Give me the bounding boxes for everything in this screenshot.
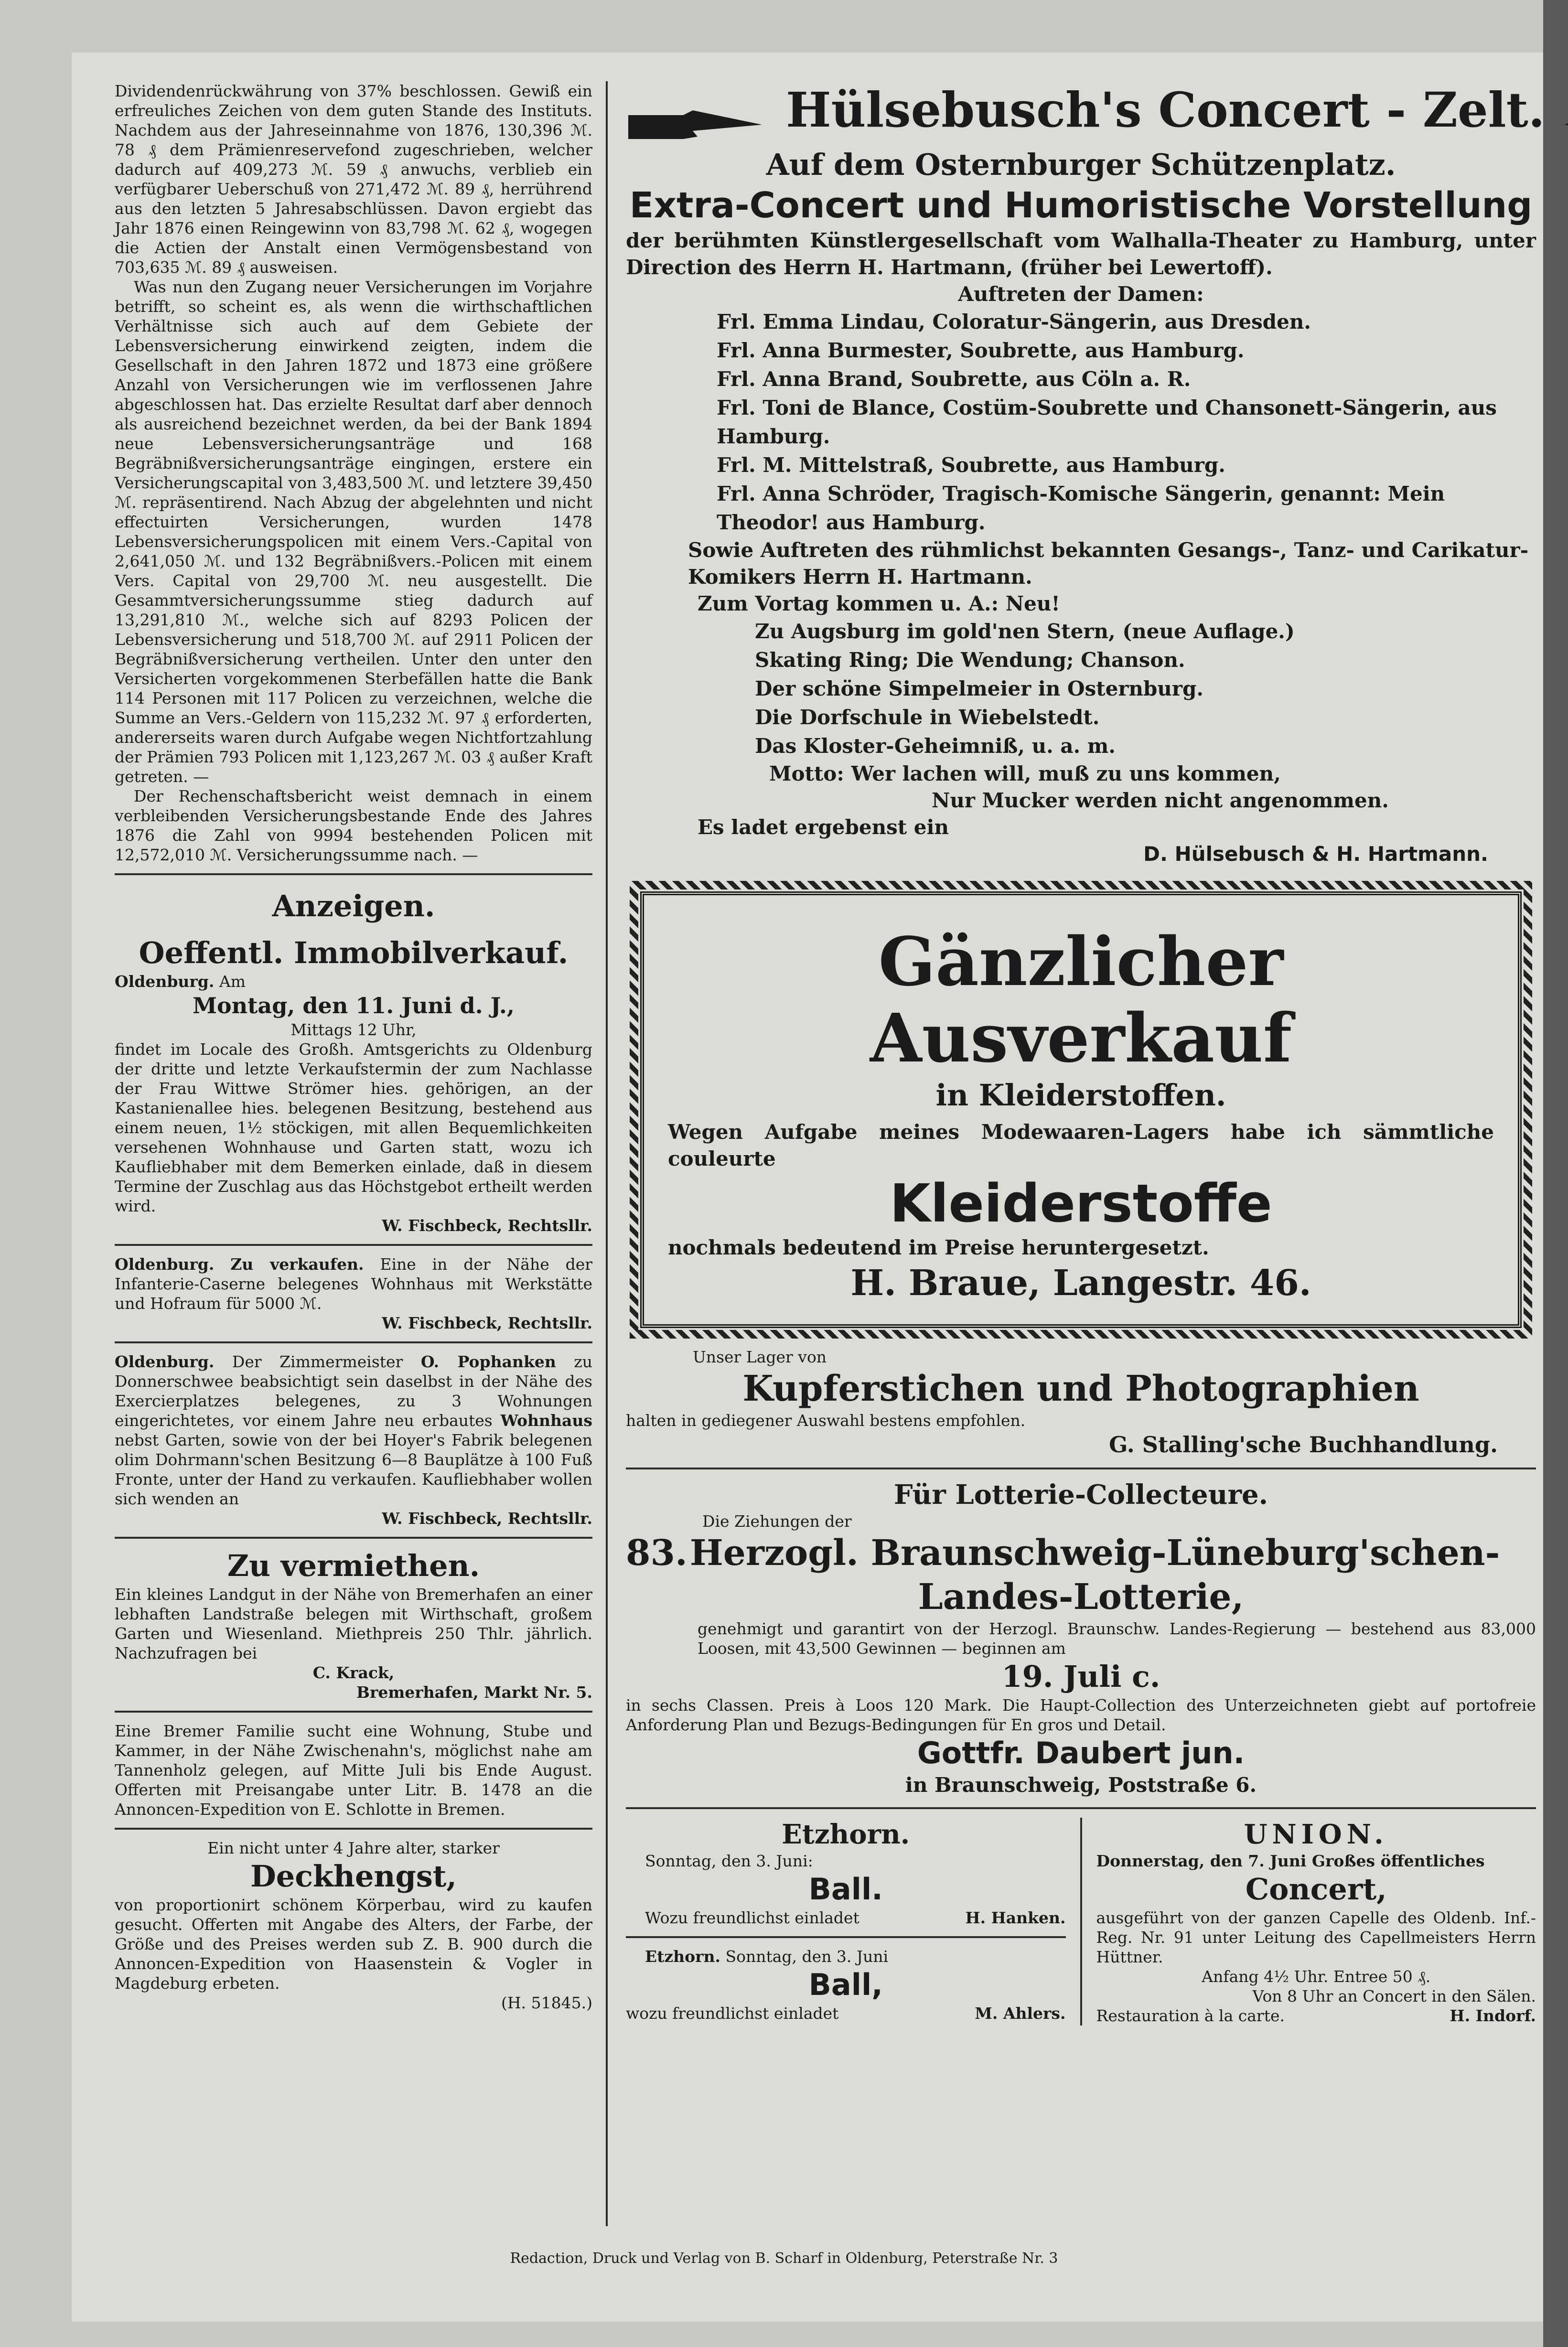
ad-place: Oldenburg. xyxy=(115,1352,215,1371)
lotterie-date: 19. Juli c. xyxy=(1001,1659,1160,1694)
column-divider xyxy=(606,81,608,2226)
divider xyxy=(115,1537,592,1539)
ad-name: O. Pophanken xyxy=(420,1352,556,1371)
concert-vortrag: Zum Vortag kommen u. A.: Neu! xyxy=(698,591,1060,615)
article-paragraph-3: Der Rechenschaftsbericht weist demnach in einem verbleibenden Versicherungsbestande Ende des Jahres 1876 die Zahl von 9994 bestehenden Policen mit 12,572,010 ℳ. Versicherungssumme nach. — xyxy=(115,787,592,864)
ad-body: findet im Locale des Großh. Amtsgerichts zu Oldenburg der dritte und letzte Verkaufstermin der zum Nachlasse der Frau Wittwe Strömer hies. gehörigen, an der Kastanienallee hies. belegenen Besitzung, bestehend aus einem neuen, 1½ stöckigen, mit allen Bequemlichkeiten versehenen Wohnhause und Garten statt, wozu ich Kaufliebhaber mit dem Bemerken einlade, daß in diesem Termine der Zuschlag aus das Höchstgebot ertheilt werden wird. xyxy=(115,1040,592,1215)
lotterie-pre: Die Ziehungen der xyxy=(702,1511,852,1531)
page-edge-shadow xyxy=(1543,0,1568,2347)
concert-motto-2: Nur Mucker werden nicht angenommen. xyxy=(932,788,1389,812)
right-column xyxy=(626,81,1545,2025)
pointing-hand-left-icon xyxy=(1562,103,1568,146)
ad-signature: C. Krack, xyxy=(312,1663,395,1682)
divider xyxy=(115,1244,592,1246)
ad-zu-verkaufen xyxy=(115,1254,592,1333)
performer-item: Frl. Anna Burmester, Soubrette, aus Hamburg. xyxy=(717,338,1245,362)
ad-body: Eine in der Nähe der Infanterie-Caserne belegenes Wohnhaus mit Werkstätte und Hofraum für 5000 ℳ. xyxy=(115,1255,592,1313)
lotterie-address: in Braunschweig, Poststraße 6. xyxy=(905,1773,1257,1797)
ausverkauf-signature: H. Braue, Langestr. 46. xyxy=(850,1262,1311,1304)
ad-pophanken xyxy=(115,1352,592,1528)
etzhorn-invite: Wozu freundlichst einladet xyxy=(645,1908,859,1927)
ad-signature: W. Fischbeck, Rechtsllr. xyxy=(382,1314,592,1332)
concert-motto: Motto: Wer lachen will, muß zu uns kommen, xyxy=(769,761,1281,785)
ad-signature: W. Fischbeck, Rechtsllr. xyxy=(382,1509,592,1528)
concert-signature: D. Hülsebusch & H. Hartmann. xyxy=(1143,842,1488,866)
ad-ausverkauf xyxy=(640,891,1522,1328)
kupfer-signature: G. Stalling'sche Buchhandlung. xyxy=(1109,1431,1498,1457)
ad-place: Oldenburg. xyxy=(115,972,215,991)
etzhorn2-invite: wozu freundlichst einladet xyxy=(626,2004,839,2023)
divider xyxy=(626,1468,1536,1469)
ad-head: Zu verkaufen. xyxy=(230,1255,364,1274)
ad-place: Oldenburg. xyxy=(115,1255,215,1274)
kupfer-body: halten in gediegener Auswahl bestens empfohlen. xyxy=(626,1411,1026,1430)
ad-time: Mittags 12 Uhr, xyxy=(290,1020,417,1039)
concert-damen: Auftreten der Damen: xyxy=(958,282,1204,306)
union-restauration: Restauration à la carte. xyxy=(1096,2006,1285,2025)
divider xyxy=(115,1341,592,1343)
union-time: Anfang 4½ Uhr. Entree 50 ₰. xyxy=(1202,1967,1431,1986)
lotterie-head: Für Lotterie-Collecteure. xyxy=(893,1479,1268,1511)
etzhorn-signature: H. Hanken. xyxy=(965,1908,1066,1927)
divider xyxy=(115,1828,592,1830)
ausverkauf-subtitle: in Kleiderstoffen. xyxy=(935,1077,1226,1113)
concert-ladet: Es ladet ergebenst ein xyxy=(698,815,949,839)
ausverkauf-kleiderstoffe: Kleiderstoffe xyxy=(890,1172,1272,1234)
union-concert: Concert, xyxy=(1245,1871,1387,1907)
program-item: Das Kloster-Geheimniß, u. a. m. xyxy=(755,734,1116,758)
program-item: Der schöne Simpelmeier in Osternburg. xyxy=(755,676,1204,700)
imprint-footer: Redaction, Druck und Verlag von B. Scharf in Oldenburg, Peterstraße Nr. 3 xyxy=(510,2250,1058,2267)
ausverkauf-body: Wegen Aufgabe meines Modewaaren-Lagers habe ich sämmtliche couleurte xyxy=(668,1120,1494,1170)
ad-bold: Wohnhaus xyxy=(500,1411,592,1430)
divider xyxy=(115,1711,592,1713)
ad-concert-zelt xyxy=(626,81,1545,868)
ad-union xyxy=(1082,1818,1536,2025)
concert-extra: Extra-Concert und Humoristische Vorstellung xyxy=(629,184,1533,226)
ad-deckhengst xyxy=(115,1838,592,2013)
union-signature: H. Indorf. xyxy=(1450,2006,1536,2025)
divider xyxy=(626,1807,1536,1809)
performer-item: Frl. Anna Brand, Soubrette, aus Cöln a. R. xyxy=(717,367,1191,391)
ad-title: Oeffentl. Immobilverkauf. xyxy=(139,935,569,970)
ad-text: Der Zimmermeister xyxy=(232,1352,403,1371)
concert-intro: der berühmten Künstlergesellschaft vom Walhalla-Theater zu Hamburg, unter Direction des Herrn H. Hartmann, (früher bei Lewertoff). xyxy=(626,228,1536,279)
performer-item: Frl. Toni de Blance, Costüm-Soubrette und Chansonett-Sängerin, aus Hamburg. xyxy=(717,396,1497,448)
pointing-hand-right-icon xyxy=(626,103,769,146)
ad-body: von proportionirt schönem Körperbau, wird zu kaufen gesucht. Offerten mit Angabe des Alters, der Farbe, der Größe und des Preises werden sub Z. B. 900 durch die Annoncen-Expedition von Haasenstein & Vogler in Magdeburg erbeten. xyxy=(115,1896,592,1993)
ad-body: Ein kleines Landgut in der Nähe von Bremerhafen an einer lebhaften Landstraße belegen mit Wirthschaft, großem Garten und Wiesenland. Miethpreis 250 Thlr. jährlich. Nachzufragen bei xyxy=(115,1585,592,1662)
etzhorn2-signature: M. Ahlers. xyxy=(975,2004,1066,2023)
performer-item: Frl. Emma Lindau, Coloratur-Sängerin, aus Dresden. xyxy=(717,310,1311,333)
anzeigen-heading: Anzeigen. xyxy=(272,889,435,923)
ausverkauf-title: Gänzlicher Ausverkauf xyxy=(870,922,1292,1078)
program-item: Zu Augsburg im gold'nen Stern, (neue Auflage.) xyxy=(755,619,1295,643)
kupfer-title: Kupferstichen und Photographien xyxy=(742,1368,1419,1409)
lotterie-title: Herzogl. Braunschweig-Lüneburg'schen- xyxy=(689,1532,1500,1574)
ad-address: Bremerhafen, Markt Nr. 5. xyxy=(356,1683,592,1702)
article-paragraph-2: Was nun den Zugang neuer Versicherungen im Vorjahre betrifft, so scheint es, als wenn die wirthschaftlichen Verhältnisse sich auch auf dem Gebiete der Lebensversicherung einwirkend zeigten, indem die Gesellschaft in den Jahren 1872 und 1873 eine größere Anzahl von Versicherungen wie im verflossenen Jahre abgeschlossen hat. Das erzielte Resultat darf aber dennoch als ausreichend bezeichnet werden, da bei der Bank 1894 neue Lebensversicherungsanträge und 168 Begräbnißversicherungsanträge eingingen, erstere ein Versicherungscapital von 3,483,500 ℳ. und letztere 39,450 ℳ. repräsentirend. Nach Abzug der abgelehnten und nicht effectuirten Versicherungen, wurden 1478 Lebensversicherungspolicen mit einem Vers.-Capital von 2,641,050 ℳ. und 132 Begräbnißvers.-Policen mit einem Vers. Capital von 29,700 ℳ. neu ausgestellt. Die Gesammtversicherungssumme stieg dadurch auf 13,291,810 ℳ., welche sich auf 8293 Policen der Lebensversicherung und 518,700 ℳ. auf 2911 Policen der Begräbnißversicherung vertheilen. Unter den unter den Versicherten vorgekommenen Sterbefällen hatte die Bank 114 Personen mit 117 Policen zu verzeichnen, welche die Summe an Vers.-Geldern von 115,232 ℳ. 97 ₰ erforderten, andererseits waren durch Aufgabe wegen Nichtfortzahlung der Prämien 793 Policen mit 1,123,267 ℳ. 03 ₰ außer Kraft getreten. — xyxy=(115,278,592,786)
ad-title: Zu vermiethen. xyxy=(227,1548,480,1583)
ad-vermiethen xyxy=(115,1547,592,1702)
union-date: Donnerstag, den 7. Juni Großes öffentliches xyxy=(1096,1851,1485,1870)
program-item: Skating Ring; Die Wendung; Chanson. xyxy=(755,648,1185,672)
union-body: ausgeführt von der ganzen Capelle des Oldenb. Inf.-Reg. Nr. 91 unter Leitung des Capellmeisters Herrn Hüttner. xyxy=(1096,1908,1536,1966)
ad-ref: (H. 51845.) xyxy=(501,1993,592,2012)
ads-etzhorn xyxy=(626,1818,1082,2025)
concert-sowie: Sowie Auftreten des rühmlichst bekannten Gesangs-, Tanz- und Carikatur-Komikers Herrn H. Hartmann. xyxy=(688,538,1529,589)
concert-title: Hülsebusch's Concert - Zelt. xyxy=(786,82,1545,138)
lotterie-signature: Gottfr. Daubert jun. xyxy=(917,1735,1245,1770)
ad-body: Eine Bremer Familie sucht eine Wohnung, Stube und Kammer, in der Nähe Zwischenahn's, möglichst nahe am Tannenholz gelegen, auf Mitte Juli bis Ende August. Offerten mit Preisangabe unter Litr. B. 1478 an die Annoncen-Expedition von E. Schlotte in Bremen. xyxy=(115,1722,592,1819)
etzhorn2-ball: Ball, xyxy=(808,1967,883,2002)
etzhorn-title: Etzhorn. xyxy=(782,1818,910,1850)
etzhorn-date: Sonntag, den 3. Juni: xyxy=(645,1851,813,1870)
union-time-2: Von 8 Uhr an Concert in den Sälen. xyxy=(1252,1986,1536,2005)
union-title: UNION. xyxy=(1244,1818,1388,1850)
program-item: Die Dorfschule in Wiebelstedt. xyxy=(755,705,1100,729)
etzhorn-ball: Ball. xyxy=(808,1871,883,1907)
ad-am: Am xyxy=(219,972,246,991)
concert-subtitle: Auf dem Osternburger Schützenplatz. xyxy=(766,147,1396,182)
kupfer-pre: Unser Lager von xyxy=(693,1347,827,1366)
lotterie-body: genehmigt und garantirt von der Herzogl. Braunschw. Landes-Regierung — bestehend aus 83,000 Loosen, mit 43,500 Gewinnen — beginnen am xyxy=(698,1619,1536,1658)
ad-signature: W. Fischbeck, Rechtsllr. xyxy=(382,1216,592,1235)
performer-item: Frl. Anna Schröder, Tragisch-Komische Sängerin, genannt: Mein Theodor! aus Hamburg. xyxy=(717,482,1445,534)
ad-text: nebst Garten, sowie von der bei Hoyer's Fabrik belegenen olim Dohrmann'schen Besitzung 6—8 Bauplätze à 100 Fuß Fronte, unter der Hand zu verkaufen. Kaufliebhaber wollen sich wenden an xyxy=(115,1431,592,1508)
ad-title: Deckhengst, xyxy=(250,1859,457,1894)
ad-bremer-familie xyxy=(115,1721,592,1819)
divider xyxy=(626,1936,1066,1938)
etzhorn2-date: Sonntag, den 3. Juni xyxy=(725,1947,889,1966)
program-list xyxy=(626,617,1536,761)
bottom-ads xyxy=(626,1818,1536,2025)
ad-pre: Ein nicht unter 4 Jahre alter, starker xyxy=(207,1839,500,1857)
ad-kupferstiche xyxy=(626,1347,1536,1459)
left-column xyxy=(115,81,592,2013)
lotterie-title-2: Landes-Lotterie, xyxy=(918,1576,1244,1618)
etzhorn2-place: Etzhorn. xyxy=(645,1947,721,1966)
lotterie-number: 83. xyxy=(626,1532,687,1574)
ad-date: Montag, den 11. Juni d. J., xyxy=(193,993,515,1018)
ad-text: zu Donnerschwee beabsichtigt sein daselbst in der Nähe des Exercierplatzes belegenes, zu 3 Wohnungen eingerichtetes, vor einem Jahre neu erbautes xyxy=(115,1352,592,1430)
article-paragraph-1: Dividendenrückwährung von 37% beschlossen. Gewiß ein erfreuliches Zeichen von dem guten Stande des Instituts. Nachdem aus der Jahreseinnahme von 1876, 130,396 ℳ. 78 ₰ dem Prämienreservefond zugeschrieben, welcher dadurch auf 409,273 ℳ. 59 ₰ anwuchs, verblieb ein verfügbarer Ueberschuß von 271,472 ℳ. 89 ₰, herrührend aus den letzten 5 Jahresabschlüssen. Davon ergiebt das Jahr 1876 einen Reingewinn von 83,798 ℳ. 62 ₰, wogegen die Actien der Anstalt einen Vermögensbestand von 703,635 ℳ. 89 ₰ ausweisen. xyxy=(115,82,592,277)
performer-item: Frl. M. Mittelstraß, Soubrette, aus Hamburg. xyxy=(717,453,1225,477)
ad-lotterie xyxy=(626,1478,1536,1799)
lotterie-body-2: in sechs Classen. Preis à Loos 120 Mark. Die Haupt-Collection des Unterzeichneten giebt auf portofreie Anforderung Plan und Bezugs-Bedingungen für En gros und Detail. xyxy=(626,1695,1536,1734)
divider xyxy=(115,873,592,875)
performer-list xyxy=(626,308,1536,537)
ausverkauf-body-2: nochmals bedeutend im Preise heruntergesetzt. xyxy=(668,1235,1209,1259)
ad-immobilverkauf xyxy=(115,934,592,1235)
